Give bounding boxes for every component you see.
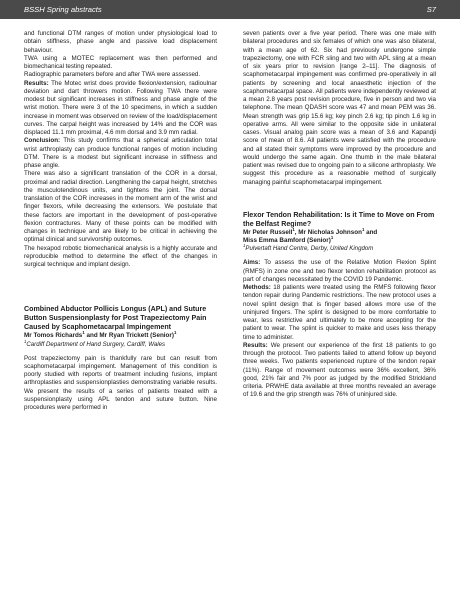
author-separator: and [84, 332, 100, 340]
section-spacer [24, 269, 217, 305]
aims-label: Aims: [243, 259, 261, 267]
author-name: Mr Ryan Trickett (Senior) [99, 332, 174, 340]
conclusion-label: Conclusion: [24, 137, 61, 145]
results-paragraph [24, 80, 217, 138]
affiliation-marker: 1 [82, 330, 85, 336]
methods-label: Methods: [243, 284, 271, 292]
paragraph: TWA using a MOTEC replacement was then performed and biomechanical testing repeated. [24, 54, 217, 70]
results-text: We present our experience of the first 18 patients to go through the protocol. Two patients failed to attend follow up beyond three weeks. Two patients experienced rupture of the tendon repair (11%). Range of movement outcomes were 36% excellent, 36% good, 21% fair and 7% poor as judged by the modified Strickland criteria. PRWHE data available at three months revealed an average of 19.6 and the grip strength was 76% of uninjured side. [243, 341, 436, 399]
results-paragraph [243, 342, 436, 400]
running-header [0, 0, 460, 19]
affiliation-text: Pulvertaft Hand Centre, Derby, United Kingdom [245, 245, 374, 253]
affiliation-marker: 1 [24, 338, 27, 344]
affiliation-marker: 1 [243, 243, 246, 249]
author-separator: and [364, 228, 378, 236]
affiliation [24, 338, 217, 349]
affiliation-marker: 1 [173, 330, 177, 336]
results-label: Results: [24, 79, 49, 87]
author-list [24, 332, 217, 340]
section-spacer [243, 187, 436, 211]
methods-text: 18 patients were treated using the RMFS following flexor tendon repair during Pandemic restrictions. The new protocol uses a novel splint design that is finger based allows more use of the uninjured fingers. The splint is designed to be more comfortable to wear, less restrictive and ultimately to be more accepting for the patient to wear. The splint is quicker to make and uses less therapy time to administer. [243, 284, 436, 341]
paragraph: Radiographic parameters before and after TWA were assessed. [24, 71, 201, 79]
author-separator: , [294, 228, 299, 236]
affiliation-marker: 1 [292, 226, 295, 232]
conclusion-text: This study confirms that a spherical articulation total wrist arthroplasty can produce functional ranges of motion including DTM. There is a modest but significant increase in stiffness and phase angle. [24, 137, 217, 169]
affiliation-text: Cardiff Department of Hand Surgery, Cardiff, Wales [26, 340, 166, 348]
page-number: S7 [426, 5, 436, 14]
paragraph: and functional DTM ranges of motion under physiological load to obtain stiffness, phase angle and passive load displacement behaviour. [24, 30, 217, 54]
affiliation-marker: 1 [330, 234, 334, 240]
author-name: Mr Tomos Richards [24, 332, 83, 340]
abstract-title: Flexor Tendon Rehabilitation: Is it Time to Move on From the Belfast Regime? [243, 210, 435, 228]
journal-title: BSSH Spring abstracts [24, 5, 102, 14]
paragraph: There was also a significant translation of the COR in a dorsal, proximal and radial direction. Lengthening the carpal height, stretches the musculotendinous units, and tightens the joint. The dorsal translation of the COR increases in the moment arm of the wrist and finger flexors, while decreasing the extensors. We postulate that these factors are important in the development of post-operative flexion contractures. Many of these points can be modified with changes in technique and are likely to be critical in achieving the optimal clinical and survivorship outcomes. [24, 170, 217, 244]
results-label: Results: [243, 341, 268, 349]
results-text: The Motec wrist does provide flexion/extension, radioulnar deviation and dart throwers motion. Following TWA there were modest but significant increases in stiffness and phase angle of the wrist motion. There were 3 of the 10 specimens, in which a sudden increase in moment was observed on review of the load/displacement curves. The carpal height was increased by 14% and the COR was displaced 11.1 mm proximal, 4.6 mm dorsal and 3.9 mm radial. [24, 79, 217, 136]
aims-paragraph [243, 259, 436, 284]
paragraph: Post trapeziectomy pain is thankfully rare but can result from scaphometacarpal impingement. Management of this condition is poorly studied with reports of treatment including fusions, implant arthroplasties and suspensionplasties demonstrating variable results. We present the results of a series of patients treated with a suspensionplasty using APL tendon and suture button. Nine procedures were performed in [24, 354, 217, 412]
author-name: Mr Peter Russell [243, 228, 293, 236]
author-name: Miss Emma Bamford (Senior) [243, 237, 331, 245]
right-column [243, 30, 436, 400]
left-column [24, 30, 217, 412]
paragraph: The hexapod robotic biomechanical analysis is a highly accurate and reproducible method to determine the effect of the changes in surgical technique and implant design. [24, 244, 217, 268]
abstract-title: Combined Abductor Pollicis Longus (APL) and Suture Button Suspensionplasty for Post Trapeziectomy Pain Caused by Scaphometacarpal Impingement [24, 305, 207, 332]
aims-text: To assess the use of the Relative Motion Flexion Splint (RMFS) in zone one and two flexor tendon rehabilitation protocol as part of changes necessitated by the COVID 19 Pandemic. [243, 259, 436, 283]
paragraph: seven patients over a five year period. There was one male with bilateral procedures and six females of which one was also bilateral, with a mean age of 62. Six had previously undergone simple trapeziectomy, one with FCR sling and two with APL sling at a mean of six years prior to revision [range 2–11]. The diagnosis of scaphometacarpal impingement was confirmed pre-operatively in all patients by screening and local anaesthetic injection of the scaphometacarpal space. All patients were independently reviewed at a mean 2.8 years post revision procedure, five in person and two via telephone. The mean QDASH score was 47 and mean PEM was 36. Mean strength was grip 15.6 kg; key pinch 2.6 kg; tip pinch 1.6 kg in operative arms. All were similar to the opposite side in unilateral cases. Visual analog pain score was a mean of 3.6 and Kapandji score of mean of 8.6. All patients were satisfied with the procedure and all stated their symptoms were improved by the procedure and would undergo the same again. One thumb in the male bilateral patient was revised due to ongoing pain to a silicone arthroplasty. We suggest this procedure as a reasonable method of surgically managing painful scaphometacarpal impingement. [243, 30, 436, 186]
conclusion-paragraph [24, 137, 217, 170]
methods-paragraph [243, 284, 436, 342]
affiliation [243, 245, 436, 253]
author-name: Mr Nicholas Johnson [298, 228, 362, 236]
affiliation-marker: 1 [361, 226, 365, 232]
